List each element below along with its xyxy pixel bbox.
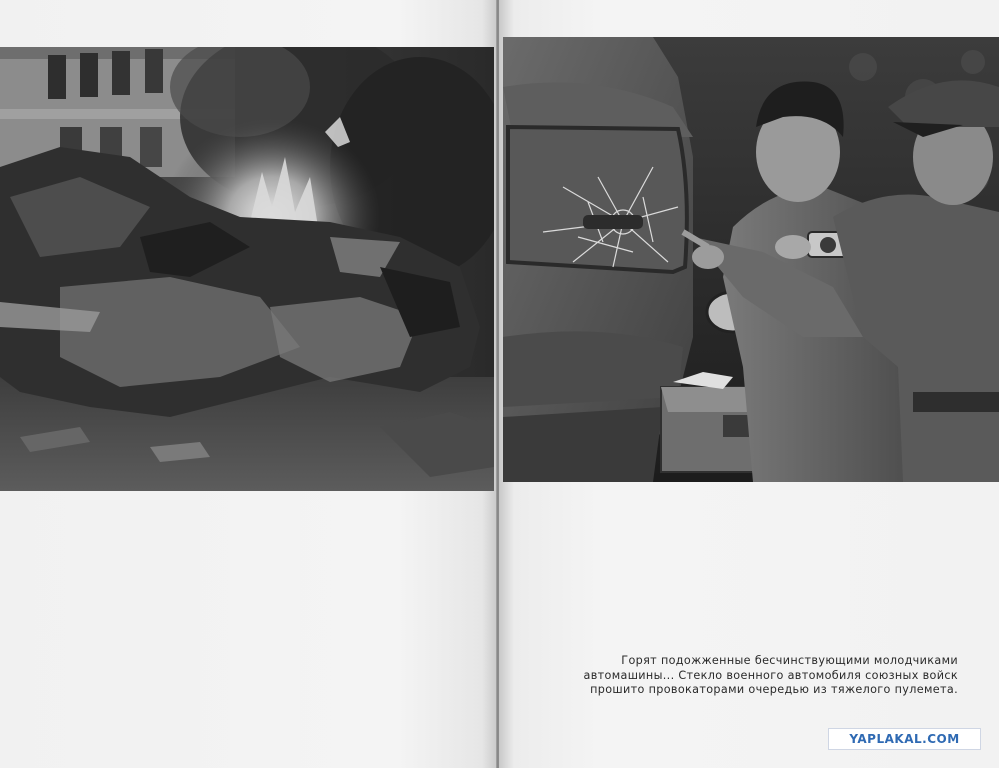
- burning-wreck-photo: [0, 47, 494, 491]
- shattered-windshield-photo: [503, 37, 999, 482]
- photo-caption: [548, 654, 958, 698]
- caption-line-1: Горят подожженные бесчинствующими молодчиками: [621, 654, 958, 667]
- caption-line-2: автомашины... Стекло военного автомобиля союзных войск: [583, 668, 958, 682]
- left-page: [0, 0, 497, 768]
- site-watermark[interactable]: YAPLAKAL.COM: [828, 728, 981, 750]
- caption-line-3: прошито провокаторами очередью из тяжелого пулемета.: [590, 683, 958, 696]
